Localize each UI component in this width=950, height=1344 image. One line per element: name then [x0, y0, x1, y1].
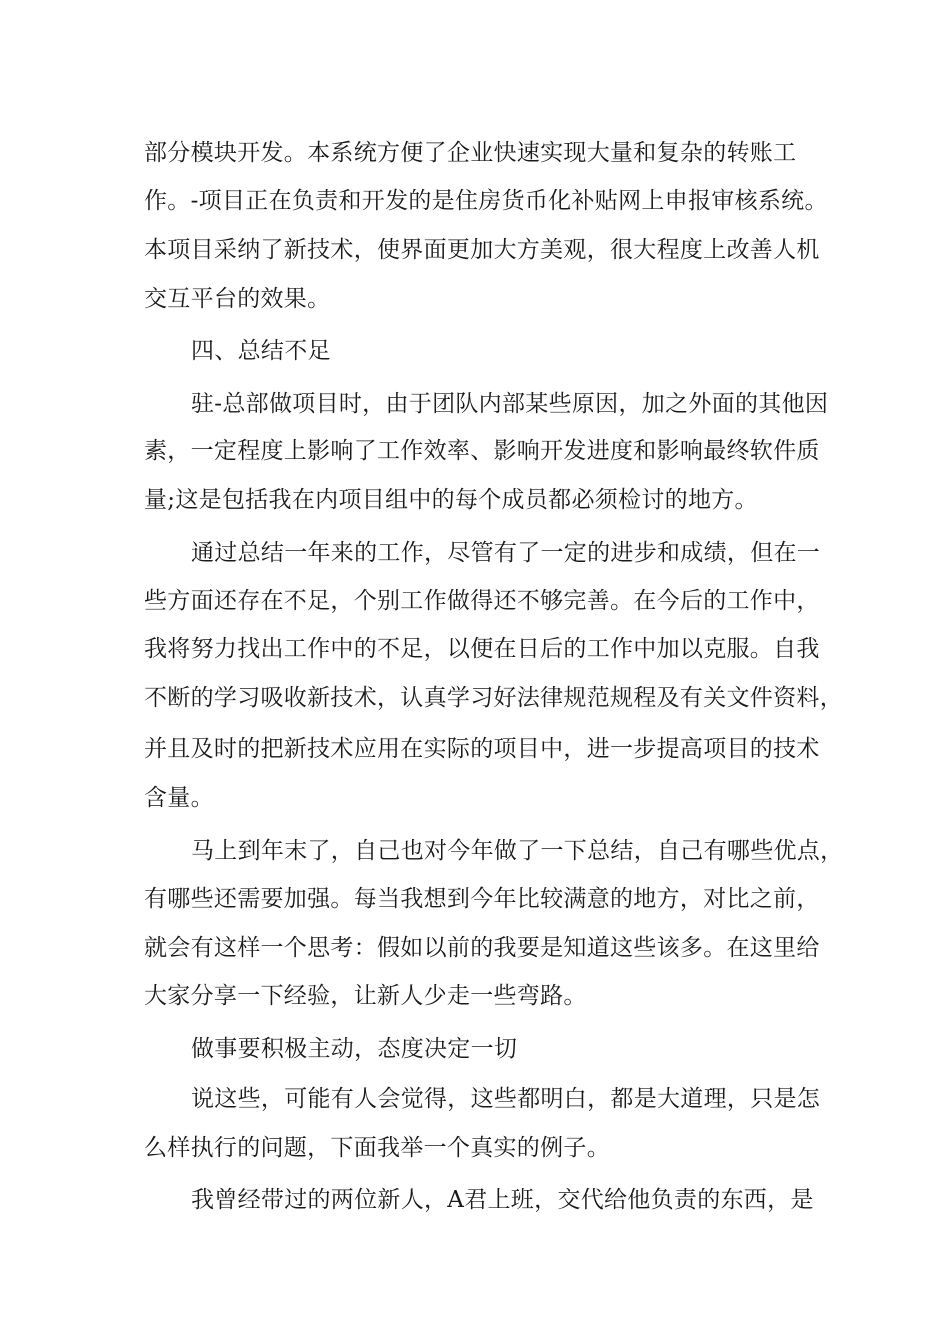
text-line: 些方面还存在不足，个别工作做得还不够完善。在今后的工作中，	[144, 588, 820, 614]
text-line: 部分模块开发。本系统方便了企业快速实现大量和复杂的转账工	[144, 140, 797, 166]
text-line: 不断的学习吸收新技术，认真学习好法律规范规程及有关文件资料，	[144, 685, 843, 711]
text-line: 大家分享一下经验，让新人少走一些弯路。	[144, 983, 587, 1009]
text-line: 有哪些还需要加强。每当我想到今年比较满意的地方，对比之前，	[144, 886, 820, 912]
text-line: 本项目采纳了新技术，使界面更加大方美观，很大程度上改善人机	[144, 237, 820, 263]
text-line: 作。-项目正在负责和开发的是住房货币化补贴网上申报审核系统。	[144, 188, 828, 214]
text-line: 就会有这样一个思考：假如以前的我要是知道这些该多。在这里给	[144, 935, 820, 961]
text-line: 并且及时的把新技术应用在实际的项目中，进一步提高项目的技术	[144, 736, 820, 762]
text-line: 我将努力找出工作中的不足，以便在日后的工作中加以克服。自我	[144, 636, 820, 662]
text-line: 素，一定程度上影响了工作效率、影响开发进度和影响最终软件质	[144, 438, 820, 464]
section-heading: 四、总结不足	[191, 338, 331, 364]
text-line: 驻-总部做项目时，由于团队内部某些原因，加之外面的其他因	[191, 391, 829, 417]
text-line: 通过总结一年来的工作，尽管有了一定的进步和成绩，但在一	[191, 540, 821, 566]
text-line: 说这些，可能有人会觉得，这些都明白，都是大道理，只是怎	[191, 1086, 821, 1112]
section-heading: 做事要积极主动，态度决定一切	[191, 1036, 518, 1062]
text-line: 含量。	[144, 785, 214, 811]
text-line: 马上到年末了，自己也对今年做了一下总结，自己有哪些优点，	[191, 838, 844, 864]
text-line: 我曾经带过的两位新人，A君上班，交代给他负责的东西，是	[191, 1187, 814, 1213]
text-line: 交互平台的效果。	[144, 286, 331, 312]
text-line: 么样执行的问题，下面我举一个真实的例子。	[144, 1135, 610, 1161]
text-line: 量;这是包括我在内项目组中的每个成员都必须检讨的地方。	[144, 487, 758, 513]
